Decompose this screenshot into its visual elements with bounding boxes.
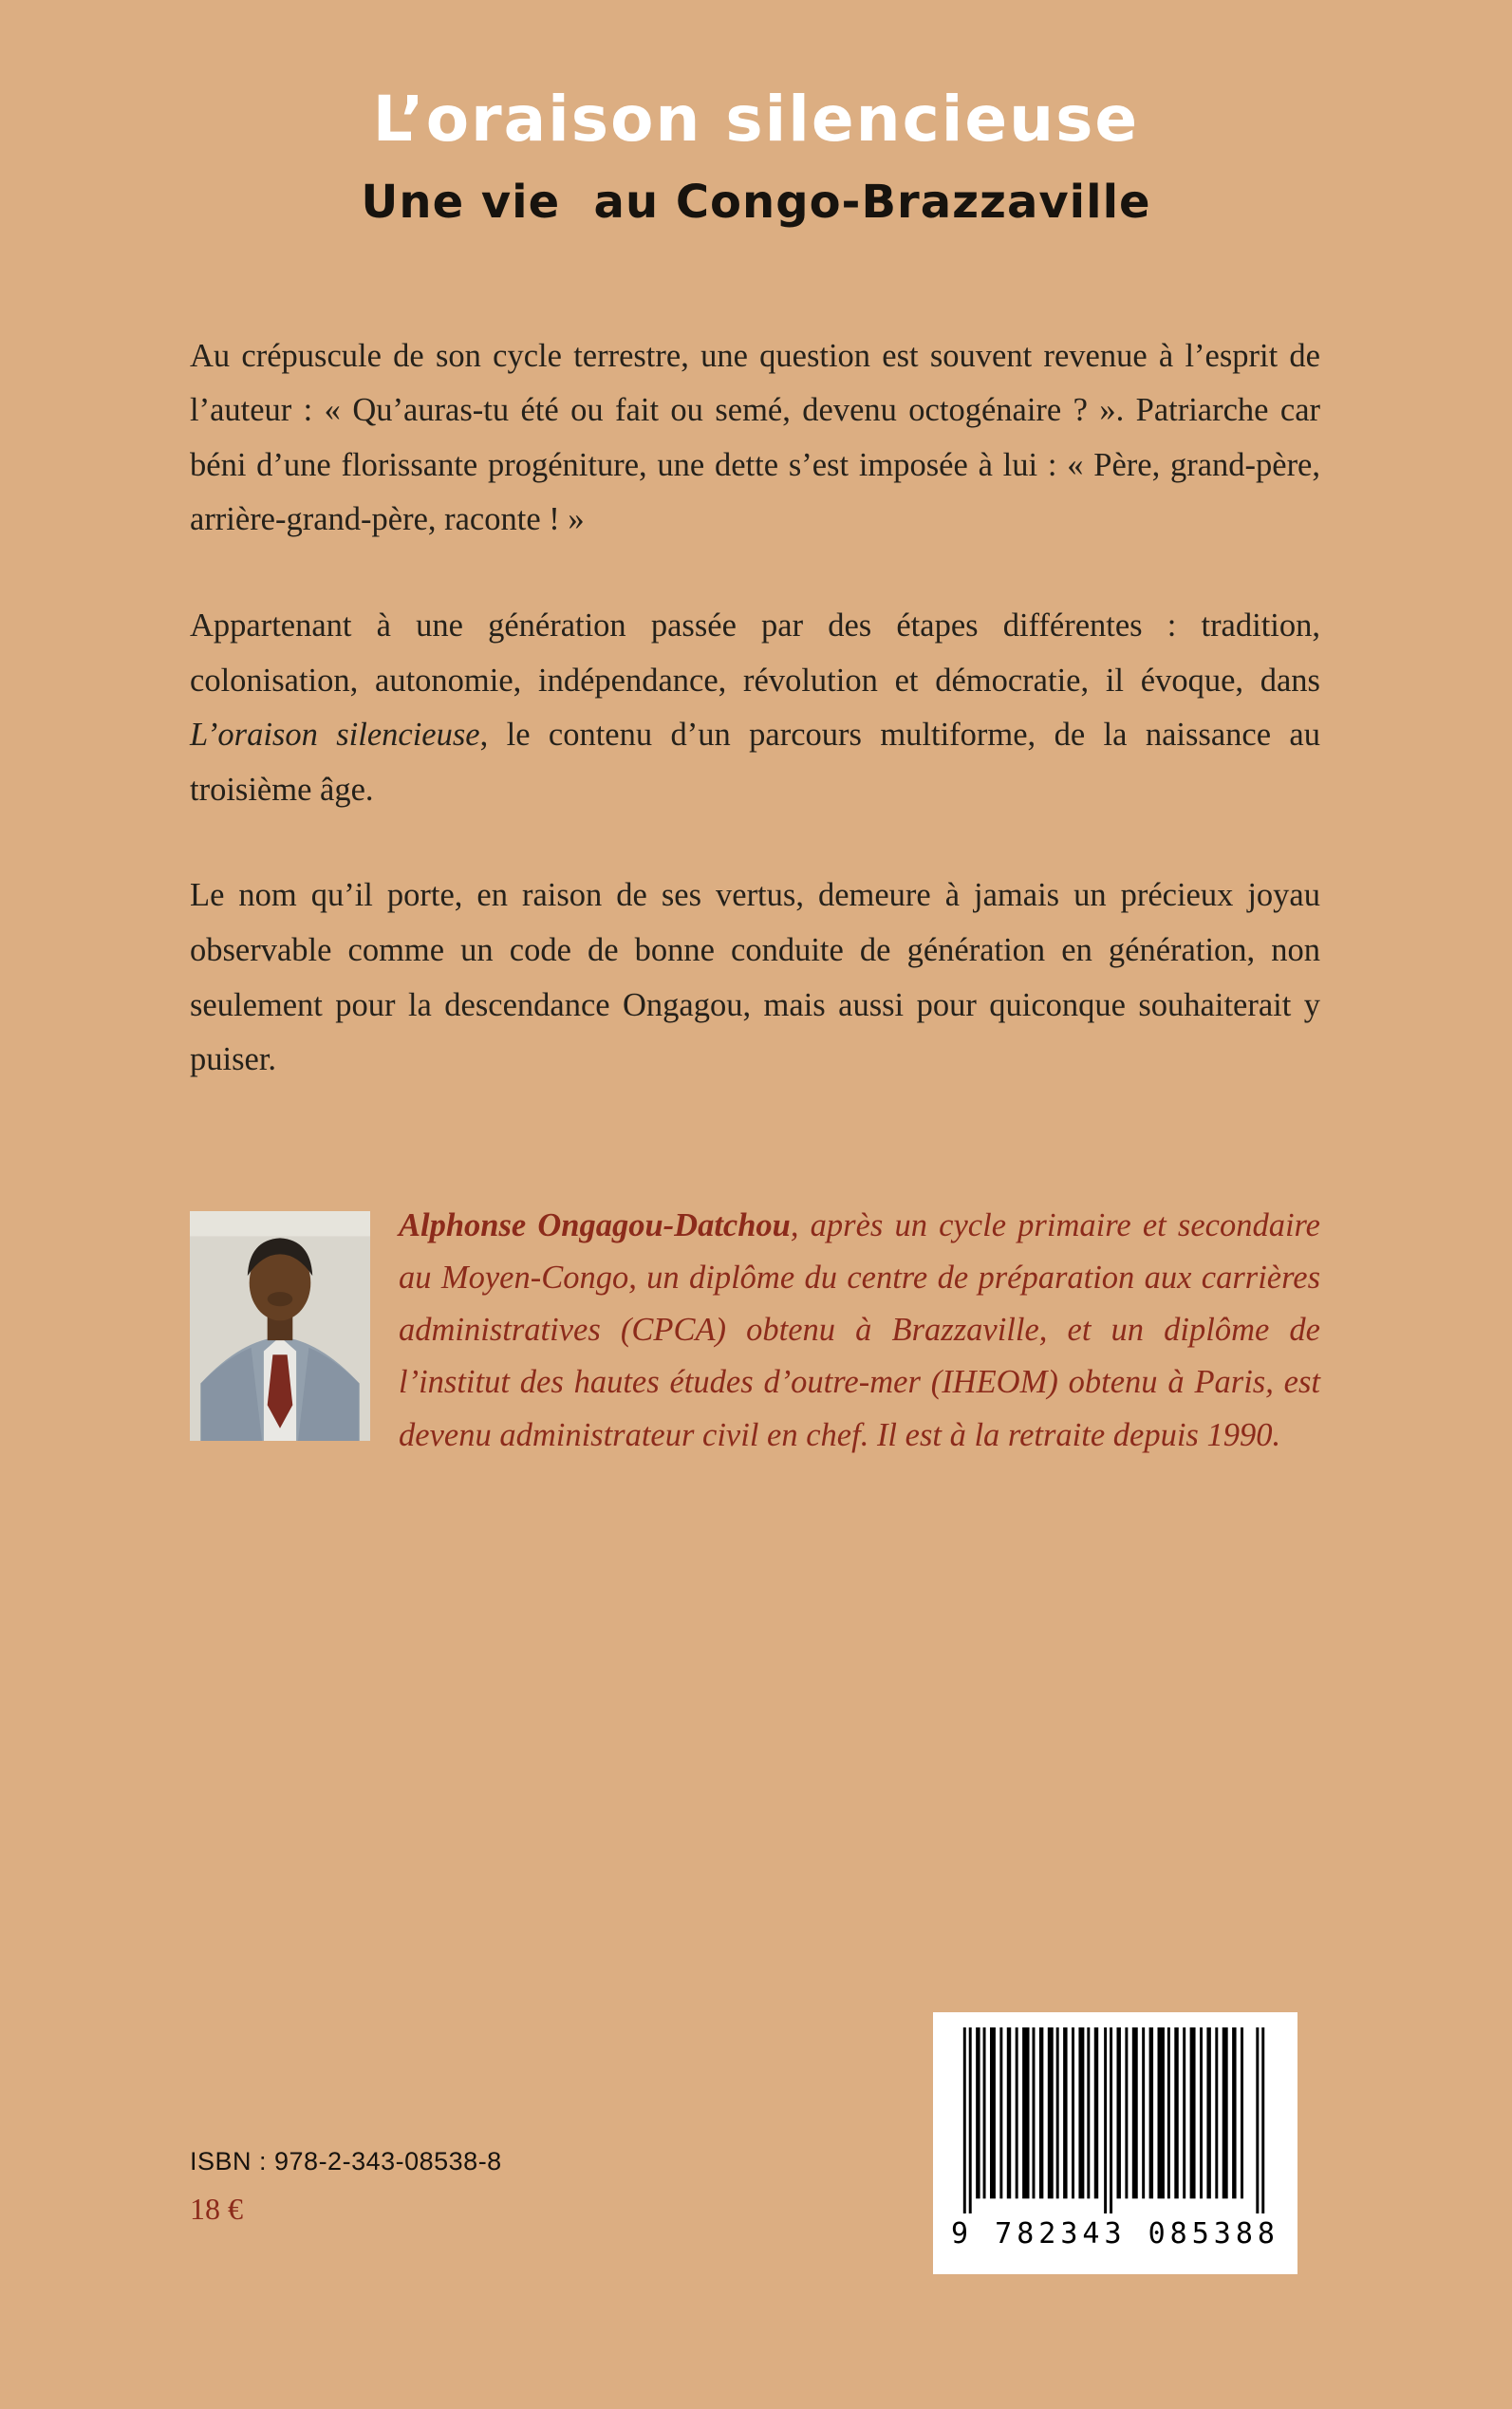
synopsis-paragraph-2-cont: , le contenu d’un parcours multiforme, de la naissance au troisième âge. bbox=[190, 717, 1320, 808]
synopsis-paragraph-2-text: Appartenant à une génération passée par des étapes différentes : tradition, colonisation, autonomie, indépendance, révolution et démocratie, il évoque, dans bbox=[190, 607, 1320, 699]
synopsis-paragraph-3: Le nom qu’il porte, en raison de ses vertus, demeure à jamais un précieux joyau observable comme un code de bonne conduite de génération en génération, non seulement pour la descendance Ongagou, mais aussi pour quiconque souhaiterait y puiser. bbox=[190, 877, 1320, 1078]
price-text: 18 € bbox=[190, 2192, 243, 2226]
isbn-price-block bbox=[190, 2147, 502, 2227]
author-photo bbox=[190, 1211, 370, 1441]
book-subtitle: Une vie au Congo-Brazzaville bbox=[361, 175, 1151, 229]
author-bio bbox=[190, 1200, 1320, 1462]
author-name: Alphonse Ongagou-Datchou bbox=[399, 1206, 791, 1243]
barcode-number: 9 782343 085388 bbox=[951, 2217, 1279, 2250]
barcode bbox=[933, 2012, 1297, 2274]
inline-book-title: L’oraison silencieuse bbox=[190, 717, 480, 754]
synopsis-paragraph-1: Au crépuscule de son cycle terrestre, une question est souvent revenue à l’esprit de l’auteur : « Qu’auras-tu été ou fait ou semé, devenu octogénaire ? ». Patriarche car béni d’une florissante progéniture, une dette s’est imposée à lui : « Père, grand-père, arrière-grand-père, raconte ! » bbox=[190, 337, 1320, 538]
barcode-bars-icon bbox=[946, 2027, 1284, 2213]
isbn-text: ISBN : 978-2-343-08538-8 bbox=[190, 2147, 502, 2176]
book-title: L’oraison silencieuse bbox=[372, 83, 1140, 156]
synopsis bbox=[190, 329, 1320, 1088]
synopsis-paragraph-2 bbox=[190, 599, 1320, 817]
author-bio-text: , après un cycle primaire et secondaire au Moyen-Congo, un diplôme du centre de préparation aux carrières administratives (CPCA) obtenu à Brazzaville, et un diplôme de l’institut des hautes études d’outre-mer (IHEOM) obtenu à Paris, est devenu administrateur civil en chef. Il est à la retraite depuis 1990. bbox=[399, 1206, 1320, 1453]
